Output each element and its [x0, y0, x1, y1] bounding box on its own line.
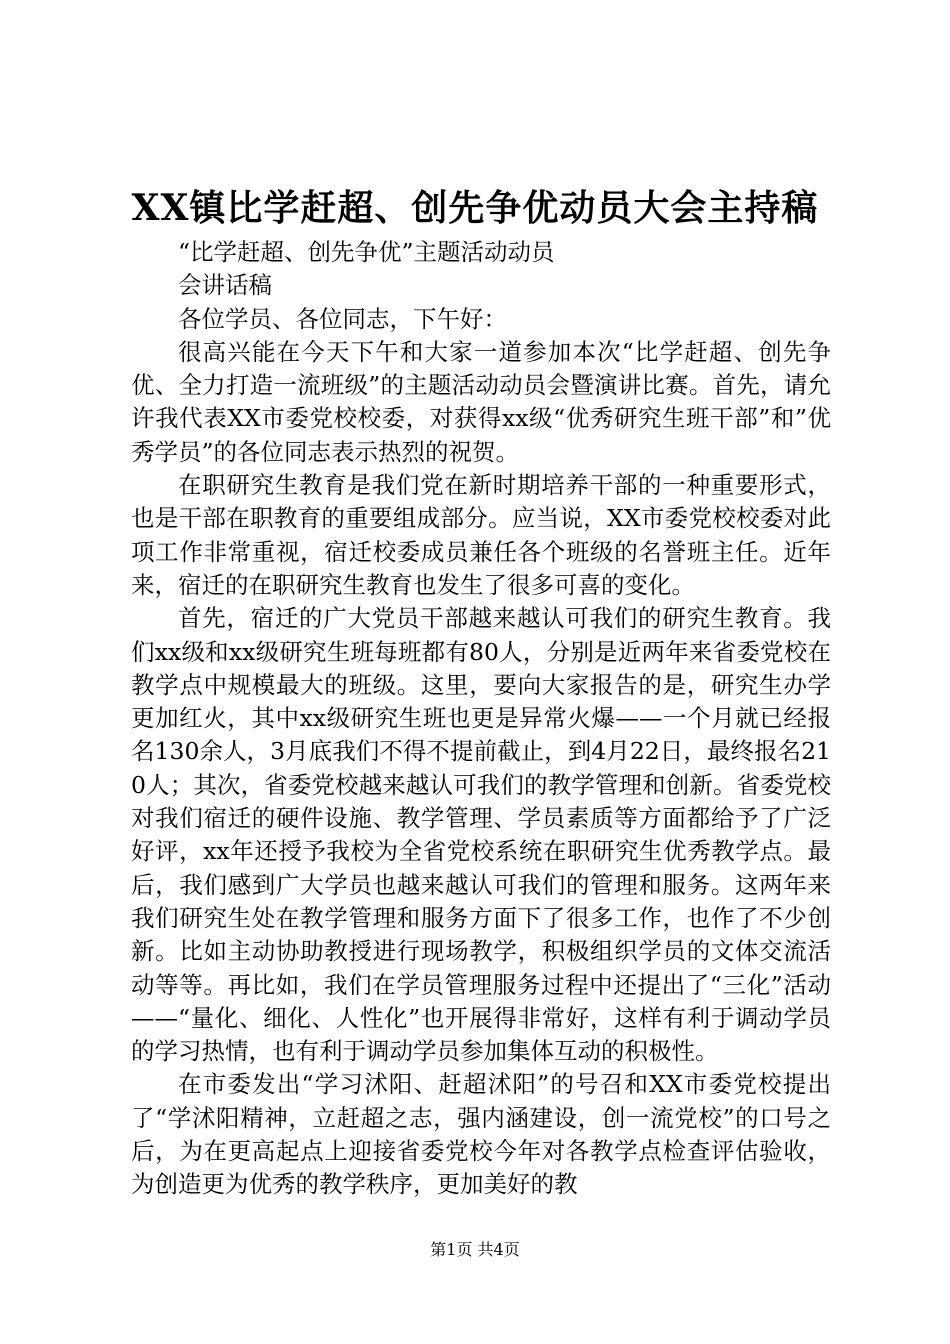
paragraph-achievements: 首先，宿迁的广大党员干部越来越认可我们的研究生教育。我们xx级和xx级研究生班每班都有80人，分别是近两年来省委党校在教学点中规模最大的班级。这里，要向大家报告的是，研究生办学更加红火，其中xx级研究生班也更是异常火爆——一个月就已经报名130余人，3月底我们不得不提前截止，到4月22日，最终报名210人；其次，省委党校越来越认可我们的教学管理和创新。省委党校对我们宿迁的硬件设施、教学管理、学员素质等方面都给予了广泛好评，xx年还授予我校为全省党校系统在职研究生优秀教学点。最后，我们感到广大学员也越来越认可我们的管理和服务。这两年来我们研究生处在教学管理和服务方面下了很多工作，也作了不少创新。比如主动协助教授进行现场教学，积极组织学员的文体交流活动等等。再比如，我们在学员管理服务过程中还提出了“三化”活动——“量化、细化、人性化”也开展得非常好，这样有利于调动学员的学习热情，也有利于调动学员参加集体互动的积极性。	[131, 604, 831, 1066]
paragraph-education-intro: 在职研究生教育是我们党在新时期培养干部的一种重要形式，也是干部在职教育的重要组成部分。应当说，XX市委党校校委对此项工作非常重视，宿迁校委成员兼任各个班级的名誉班主任。近年来，宿迁的在职研究生教育也发生了很多可喜的变化。	[131, 471, 831, 599]
paragraph-opening: 很高兴能在今天下午和大家一道参加本次“比学赶超、创先争优、全力打造一流班级”的主题活动动员会暨演讲比赛。首先，请允许我代表XX市委党校校委，对获得xx级“优秀研究生班干部”和”优秀学员”的各位同志表示热烈的祝贺。	[131, 337, 831, 466]
paragraph-subtitle-line-1: “比学赶超、创先争优”主题活动动员	[178, 238, 555, 266]
paragraph-call-to-action: 在市委发出“学习沭阳、赶超沭阳”的号召和XX市委党校提出了“学沭阳精神，立赶超之志，强内涵建设，创一流党校”的口号之后，为在更高起点上迎接省委党校今年对各教学点检查评估验收，为创造更为优秀的教学秩序，更加美好的教	[131, 1070, 831, 1199]
document-title: XX镇比学赶超、创先争优动员大会主持稿	[131, 187, 819, 229]
paragraph-subtitle-line-2: 会讲话稿	[178, 271, 272, 300]
paragraph-greeting: 各位学员、各位同志，下午好：	[178, 304, 507, 333]
document-body	[131, 236, 831, 1202]
page-number-footer: 第1页 共4页	[430, 1240, 520, 1259]
